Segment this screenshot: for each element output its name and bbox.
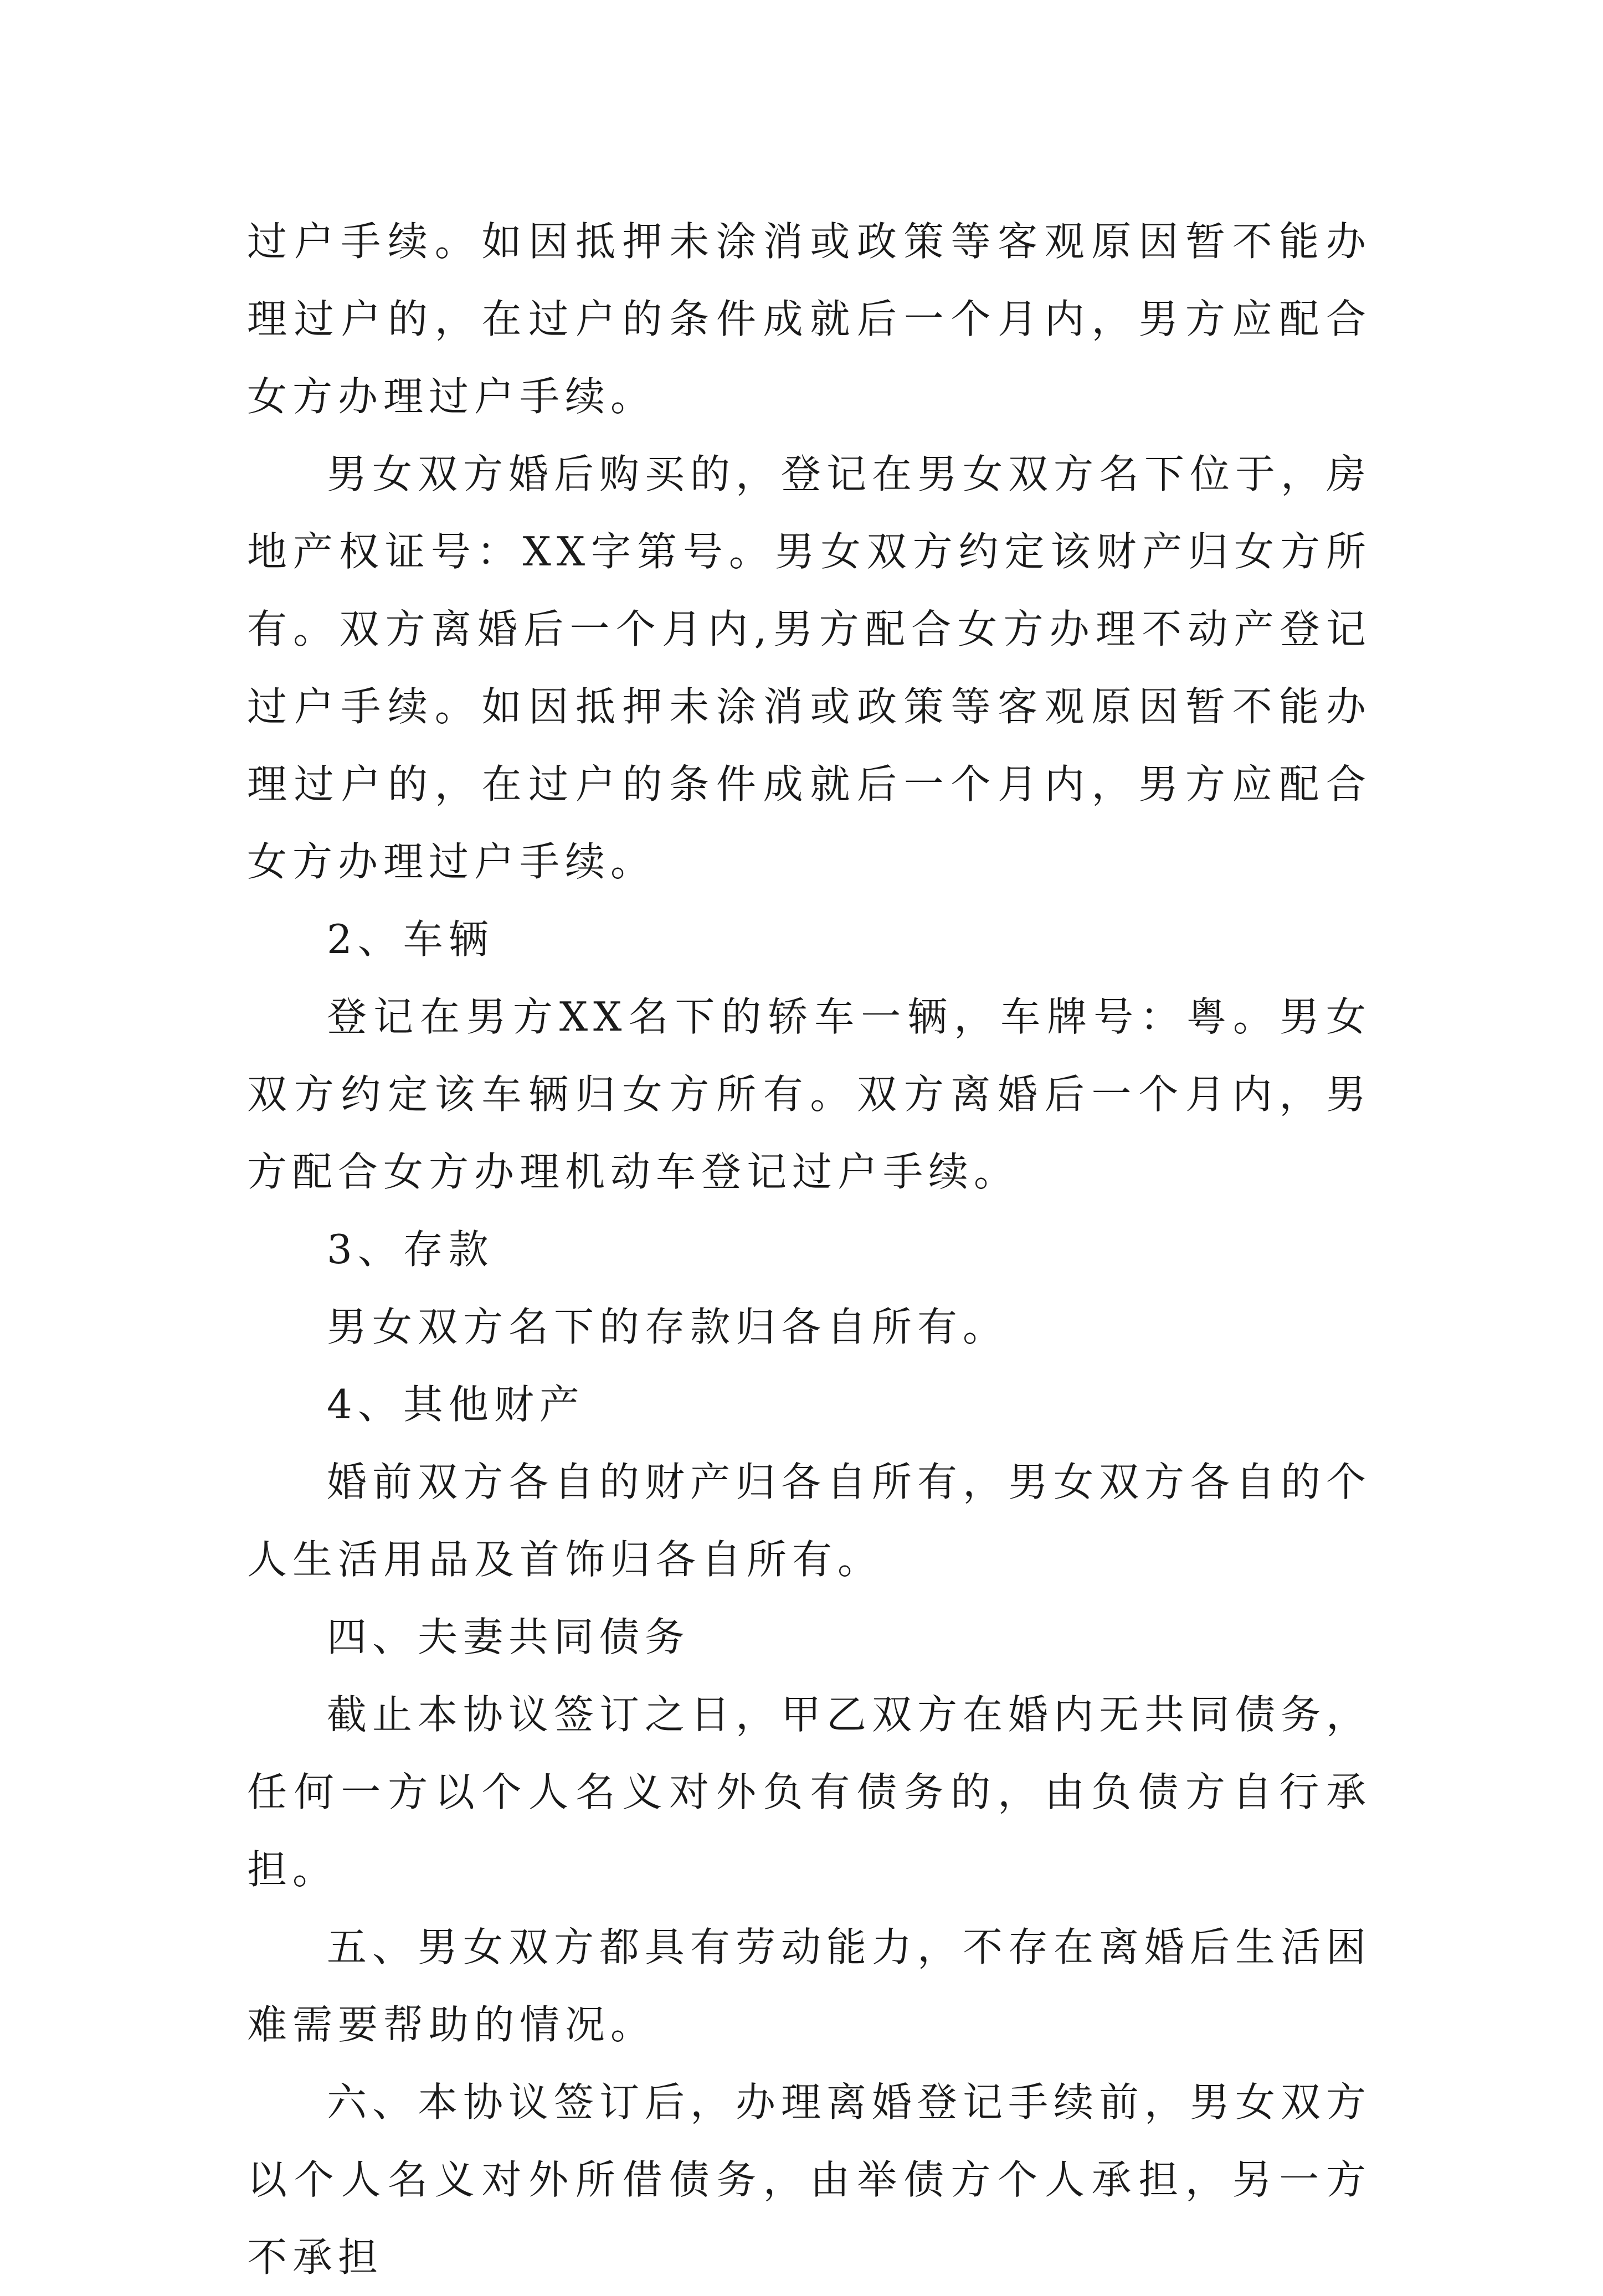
paragraph-section-six: 六、本协议签订后，办理离婚登记手续前，男女双方以个人名义对外所借债务，由举债方个人承担，另一方不承担 — [247, 2079, 1372, 2280]
paragraph-transfer-continued: 过户手续。如因抵押未涂消或政策等客观原因暂不能办理过户的，在过户的条件成就后一个月内，男方应配合女方办理过户手续。 — [247, 218, 1371, 420]
paragraph-deposits: 男女双方名下的存款归各自所有。 — [327, 1304, 1009, 1350]
document-body — [247, 203, 1371, 2296]
paragraph-vehicle: 登记在男方XX名下的轿车一辆，车牌号：粤。男女双方约定该车辆归女方所有。双方离婚后一个月内，男方配合女方办理机动车登记过户手续。 — [247, 993, 1371, 1195]
paragraph-section-five: 五、男女双方都具有劳动能力，不存在离婚后生活困难需要帮助的情况。 — [247, 1924, 1372, 2048]
paragraph-other-property: 婚前双方各自的财产归各自所有，男女双方各自的个人生活用品及首饰归各自所有。 — [247, 1459, 1372, 1583]
paragraph-marital-property: 男女双方婚后购买的，登记在男女双方名下位于，房地产权证号：XX字第号。男女双方约定该财产归女方所有。双方离婚后一个月内,男方配合女方办理不动产登记过户手续。如因抵押未涂消或政策等客观原因暂不能办理过户的，在过户的条件成就后一个月内，男方应配合女方办理过户手续。 — [247, 451, 1372, 885]
heading-joint-debts: 四、夫妻共同债务 — [327, 1614, 691, 1660]
heading-deposits: 3、存款 — [327, 1226, 494, 1273]
heading-vehicle: 2、车辆 — [327, 916, 494, 962]
heading-other-property: 4、其他财产 — [327, 1381, 585, 1428]
paragraph-joint-debts: 截止本协议签订之日，甲乙双方在婚内无共同债务，任何一方以个人名义对外负有债务的，由负债方自行承担。 — [247, 1691, 1372, 1893]
